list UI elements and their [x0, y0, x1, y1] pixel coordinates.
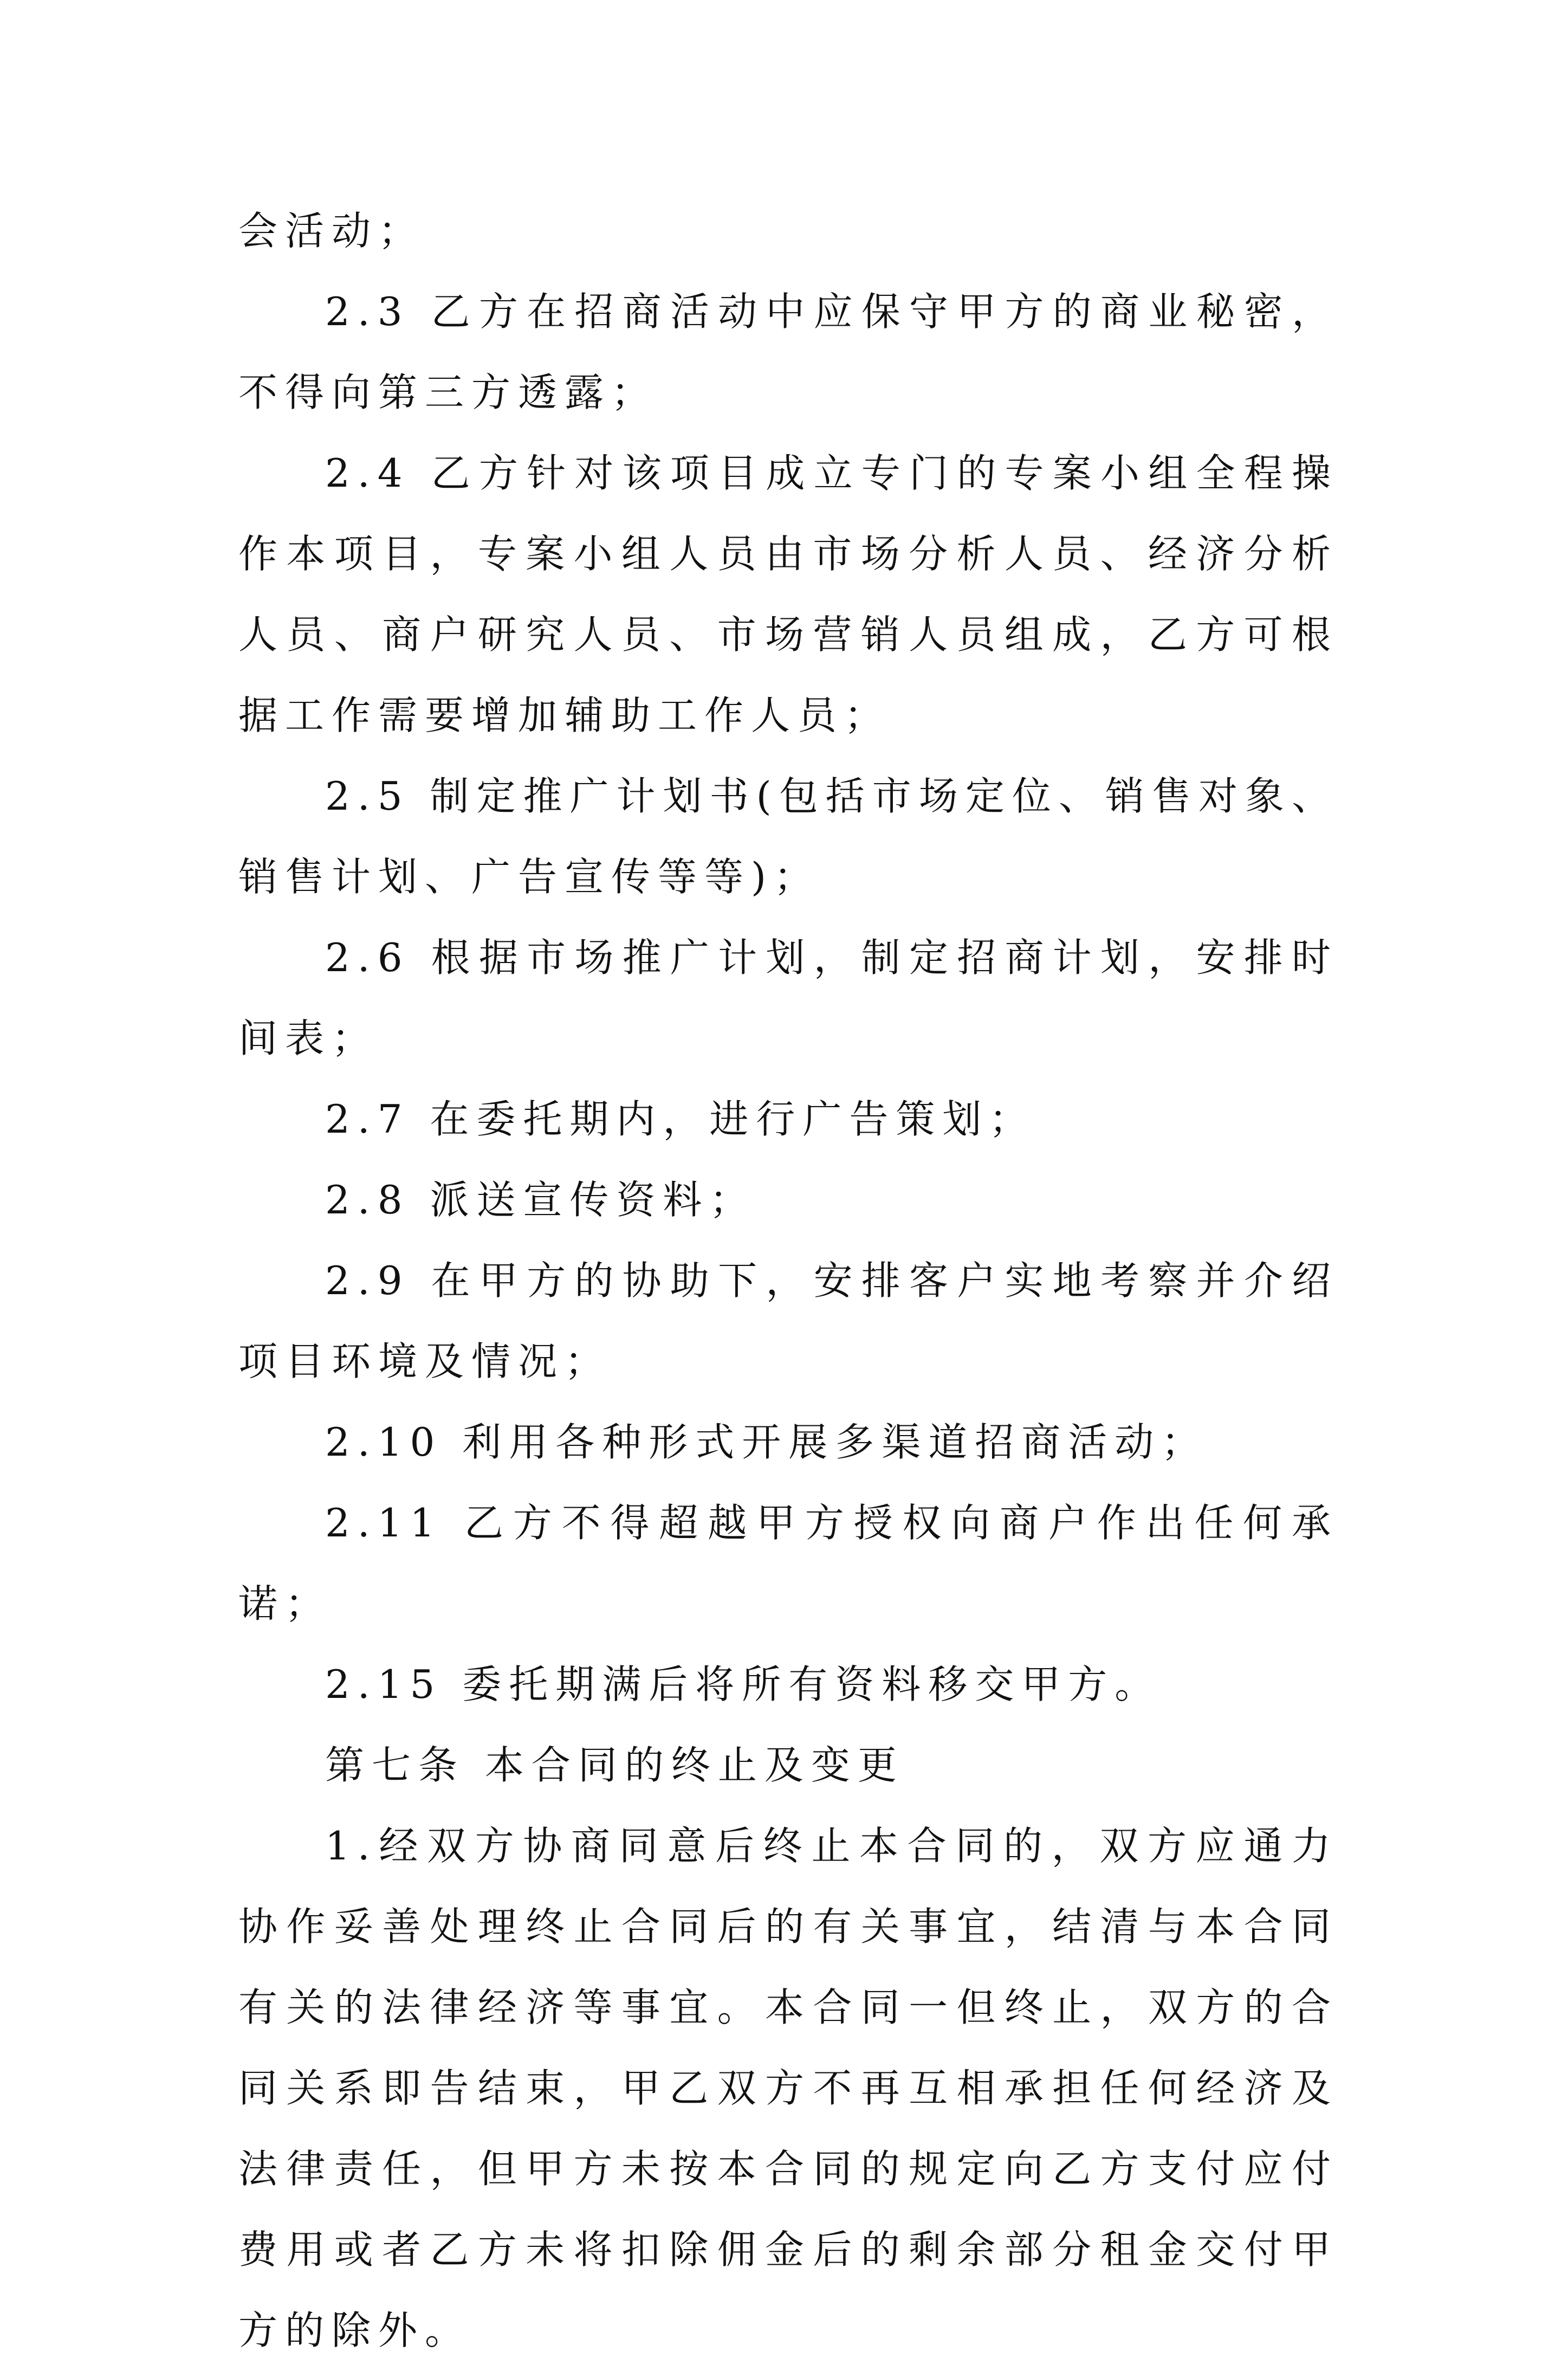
clause-2-15: 2.15 委托期满后将所有资料移交甲方。 [325, 1662, 1162, 1707]
paragraph-continuation: 会活动； [238, 208, 425, 254]
clause-2-7: 2.7 在委托期内，进行广告策划； [325, 1096, 1036, 1142]
clause-2-11: 2.11 乙方不得超越甲方授权向商户作出任何承诺； [238, 1500, 1338, 1626]
clause-2-9: 2.9 在甲方的协助下，安排客户实地考察并介绍项目环境及情况； [238, 1258, 1338, 1384]
clause-2-5: 2.5 制定推广计划书(包括市场定位、销售对象、销售计划、广告宣传等等)； [238, 773, 1338, 900]
document-body [238, 191, 1338, 2371]
clause-2-4: 2.4 乙方针对该项目成立专门的专案小组全程操作本项目，专案小组人员由市场分析人员、经济分析人员、商户研究人员、市场营销人员组成，乙方可根据工作需要增加辅助工作人员； [238, 450, 1338, 738]
article-7-heading: 第七条 本合同的终止及变更 [325, 1742, 904, 1788]
clause-2-10: 2.10 利用各种形式开展多渠道招商活动； [325, 1419, 1208, 1465]
clause-2-6: 2.6 根据市场推广计划，制定招商计划，安排时间表； [238, 935, 1338, 1061]
clause-2-8: 2.8 派送宣传资料； [325, 1177, 756, 1223]
clause-2-3: 2.3 乙方在招商活动中应保守甲方的商业秘密，不得向第三方透露； [238, 289, 1338, 415]
article-7-clause-1: 1.经双方协商同意后终止本合同的，双方应通力协作妥善处理终止合同后的有关事宜，结清与本合同有关的法律经济等事宜。本合同一但终止，双方的合同关系即告结束，甲乙双方不再互相承担任何经济及法律责任，但甲方未按本合同的规定向乙方支付应付费用或者乙方未将扣除佣金后的剩余部分租金交付甲方的除外。 [238, 1823, 1338, 2353]
